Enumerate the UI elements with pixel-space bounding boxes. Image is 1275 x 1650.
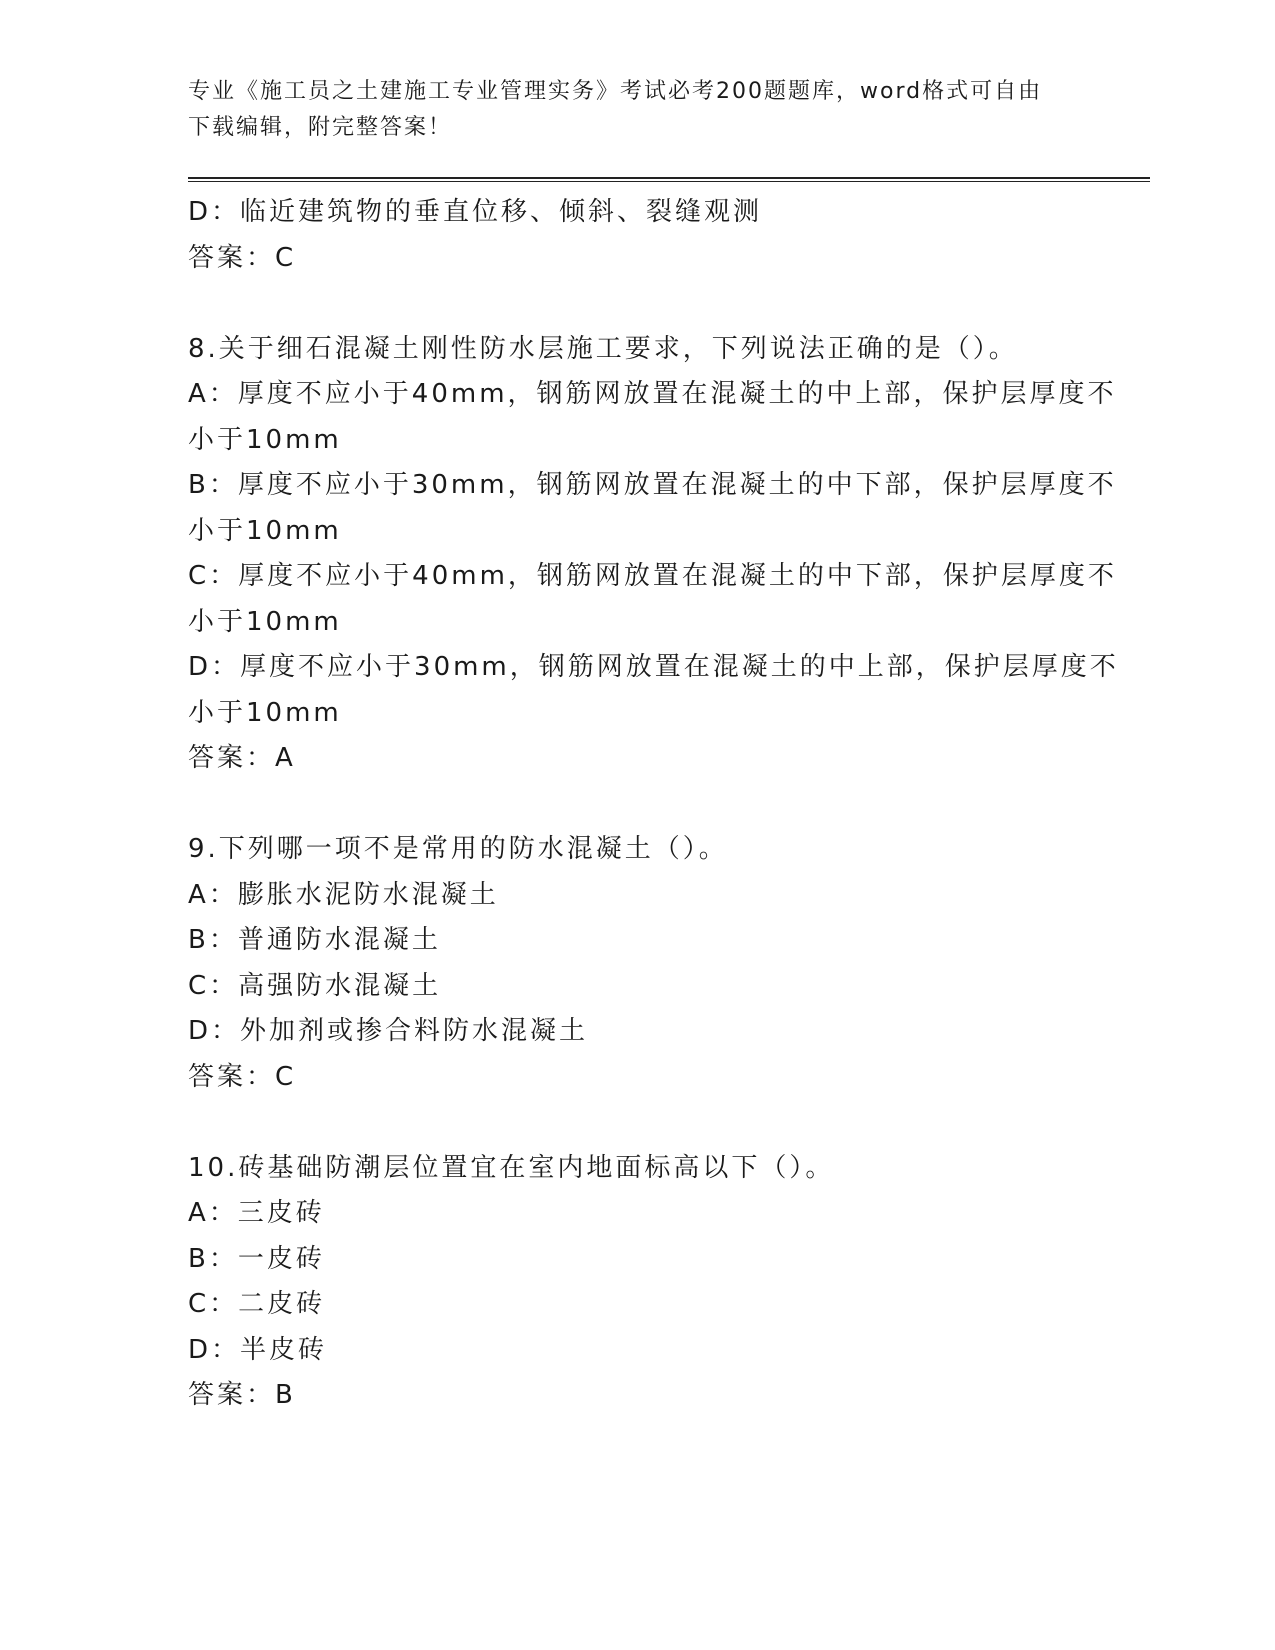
q8-option-a-line-1: A：厚度不应小于40mm，钢筋网放置在混凝土的中上部，保护层厚度不 — [188, 379, 1117, 409]
q10-option-b: B：一皮砖 — [188, 1243, 325, 1274]
q8-option-d-line-1: D：厚度不应小于30mm，钢筋网放置在混凝土的中上部，保护层厚度不 — [188, 652, 1119, 682]
q10-option-c: C：二皮砖 — [188, 1289, 326, 1319]
question-7-tail — [188, 190, 1088, 281]
q8-option-c-line-1: C：厚度不应小于40mm，钢筋网放置在混凝土的中下部，保护层厚度不 — [188, 561, 1117, 591]
spacer — [188, 1100, 1088, 1146]
q8-option-b-line-2: 小于10mm — [188, 515, 342, 546]
q9-answer: 答案：C — [188, 1061, 297, 1092]
header-title-line-2: 下载编辑，附完整答案！ — [188, 115, 453, 140]
q10-option-a: A：三皮砖 — [188, 1198, 325, 1228]
header-divider-thin — [188, 181, 1150, 182]
spacer — [188, 281, 1088, 327]
q8-option-d-line-2: 小于10mm — [188, 697, 342, 728]
question-9 — [188, 827, 1088, 1100]
q8-option-b-line-1: B：厚度不应小于30mm，钢筋网放置在混凝土的中下部，保护层厚度不 — [188, 470, 1117, 500]
q10-question: 10.砖基础防潮层位置宜在室内地面标高以下（）。 — [188, 1152, 835, 1183]
q8-option-a-line-2: 小于10mm — [188, 424, 342, 455]
question-10 — [188, 1146, 1088, 1419]
question-8 — [188, 327, 1119, 782]
q8-question: 8.关于细石混凝土刚性防水层施工要求，下列说法正确的是（）。 — [188, 333, 1018, 364]
q9-option-d: D：外加剂或掺合料防水混凝土 — [188, 1016, 589, 1046]
header-divider-thick — [188, 177, 1150, 179]
document-header — [188, 74, 1068, 146]
document-body — [188, 190, 1119, 1419]
q7-answer: 答案：C — [188, 242, 297, 273]
q9-question: 9.下列哪一项不是常用的防水混凝土（）。 — [188, 834, 728, 864]
q7-option-d: D：临近建筑物的垂直位移、倾斜、裂缝观测 — [188, 197, 763, 227]
q9-option-b: B：普通防水混凝土 — [188, 925, 441, 955]
q9-option-c: C：高强防水混凝土 — [188, 970, 442, 1001]
q10-option-d: D：半皮砖 — [188, 1334, 328, 1365]
spacer — [188, 782, 1088, 828]
q9-option-a: A：膨胀水泥防水混凝土 — [188, 879, 499, 910]
q8-answer: 答案：A — [188, 743, 296, 773]
q10-answer: 答案：B — [188, 1380, 296, 1410]
q8-option-c-line-2: 小于10mm — [188, 606, 342, 637]
header-title-line-1: 专业《施工员之土建施工专业管理实务》考试必考200题题库，word格式可自由 — [188, 79, 1043, 104]
